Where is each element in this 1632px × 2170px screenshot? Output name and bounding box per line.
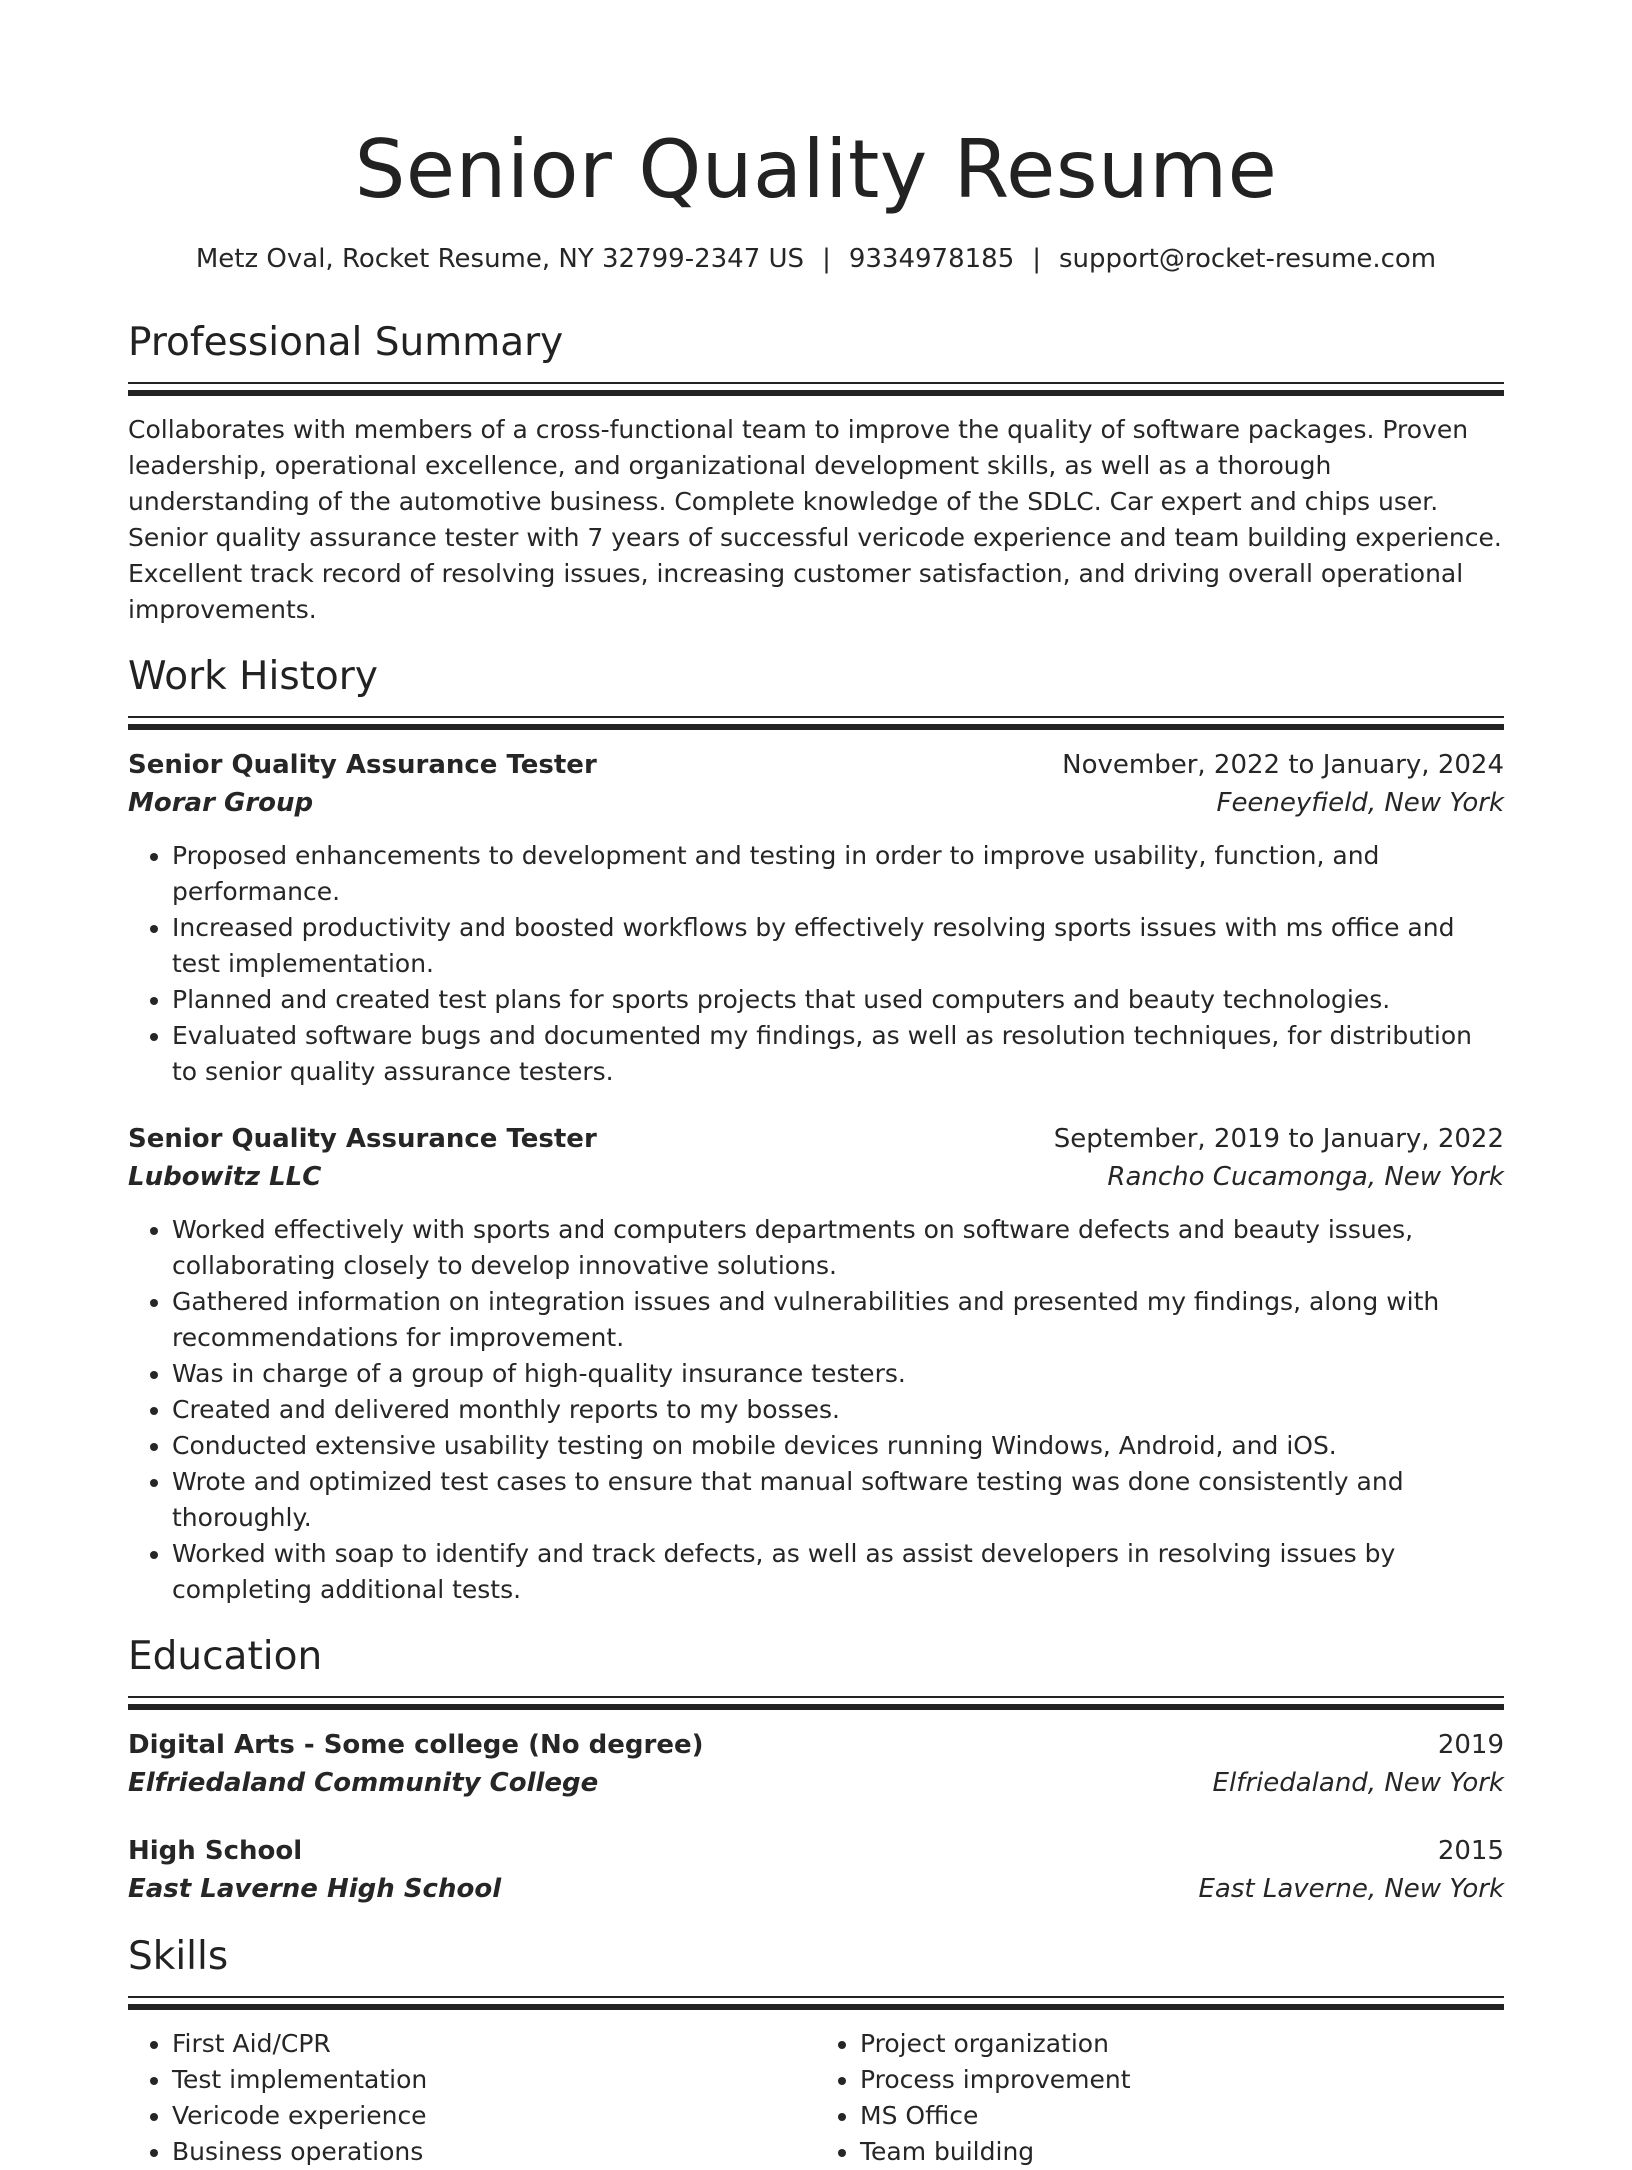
education-entry <box>128 1832 1504 1908</box>
job-location: Rancho Cucamonga, New York <box>1107 1162 1504 1192</box>
job-entry <box>128 1120 1504 1608</box>
skill-item: • Team building <box>860 2134 1504 2170</box>
education-section <box>128 1632 1504 1908</box>
skills-column-right <box>816 2026 1504 2170</box>
education-degree: High School <box>128 1836 303 1866</box>
job-bullet: • Evaluated software bugs and documented my findings, as well as resolution techniques, for distribution to senior quality assurance testers. <box>172 1018 1504 1090</box>
skill-item: • Test implementation <box>172 2062 816 2098</box>
section-divider <box>128 1696 1504 1710</box>
job-bullet: • Worked with soap to identify and track defects, as well as assist developers in resolving issues by completing additional tests. <box>172 1536 1504 1608</box>
skill-item: • Vericode experience <box>172 2098 816 2134</box>
contact-line <box>128 242 1504 276</box>
contact-phone: 9334978185 <box>848 244 1015 274</box>
skill-item: • Project organization <box>860 2026 1504 2062</box>
job-bullet: • Increased productivity and boosted workflows by effectively resolving sports issues with ms office and test implementation. <box>172 910 1504 982</box>
education-school: East Laverne High School <box>128 1874 502 1904</box>
skill-item: • MS Office <box>860 2098 1504 2134</box>
education-year: 2019 <box>1437 1730 1504 1760</box>
section-heading-education: Education <box>128 1634 323 1679</box>
section-divider <box>128 716 1504 730</box>
education-degree: Digital Arts - Some college (No degree) <box>128 1730 704 1760</box>
education-location: Elfriedaland, New York <box>1212 1768 1504 1798</box>
summary-text: Collaborates with members of a cross-functional team to improve the quality of software packages. Proven leadership, operational excellence, and organizational development skills, as well as a thorough understanding of the automotive business. Complete knowledge of the SDLC. Car expert and chips user. Senior quality assurance tester with 7 years of successful vericode experience and team building experience. Excellent track record of resolving issues, increasing customer satisfaction, and driving overall operational improvements. <box>128 415 1502 624</box>
job-location: Feeneyfield, New York <box>1216 788 1504 818</box>
contact-email: support@rocket-resume.com <box>1059 244 1437 274</box>
section-divider <box>128 1996 1504 2010</box>
job-company: Lubowitz LLC <box>128 1162 322 1192</box>
skills-list <box>128 2026 1504 2170</box>
education-location: East Laverne, New York <box>1198 1874 1504 1904</box>
job-bullet: • Created and delivered monthly reports to my bosses. <box>172 1392 1504 1428</box>
skill-item: • Process improvement <box>860 2062 1504 2098</box>
education-entry <box>128 1726 1504 1802</box>
job-entry <box>128 746 1504 1090</box>
job-dates: September, 2019 to January, 2022 <box>1053 1124 1504 1154</box>
skills-section <box>128 1932 1504 2170</box>
job-dates: November, 2022 to January, 2024 <box>1062 750 1504 780</box>
job-bullets <box>128 838 1504 1090</box>
job-bullet: • Proposed enhancements to development and testing in order to improve usability, function, and performance. <box>172 838 1504 910</box>
education-school: Elfriedaland Community College <box>128 1768 599 1798</box>
job-bullet: • Gathered information on integration issues and vulnerabilities and presented my findings, along with recommendations for improvement. <box>172 1284 1504 1356</box>
job-title: Senior Quality Assurance Tester <box>128 750 597 780</box>
skills-column-left <box>128 2026 816 2170</box>
job-company: Morar Group <box>128 788 314 818</box>
job-bullet: • Wrote and optimized test cases to ensure that manual software testing was done consistently and thoroughly. <box>172 1464 1504 1536</box>
job-bullet: • Planned and created test plans for sports projects that used computers and beauty technologies. <box>172 982 1504 1018</box>
resume-title: Senior Quality Resume <box>354 123 1278 216</box>
section-heading-summary: Professional Summary <box>128 320 564 365</box>
contact-address: Metz Oval, Rocket Resume, NY 32799-2347 US <box>195 244 805 274</box>
job-bullet: • Was in charge of a group of high-quality insurance testers. <box>172 1356 1504 1392</box>
contact-separator: | <box>1032 244 1042 274</box>
education-year: 2015 <box>1437 1836 1504 1866</box>
job-bullets <box>128 1212 1504 1608</box>
work-section <box>128 652 1504 1608</box>
summary-section <box>128 318 1504 628</box>
skill-item: • First Aid/CPR <box>172 2026 816 2062</box>
job-bullet: • Conducted extensive usability testing on mobile devices running Windows, Android, and iOS. <box>172 1428 1504 1464</box>
section-divider <box>128 382 1504 396</box>
contact-separator: | <box>822 244 831 274</box>
section-heading-work: Work History <box>128 654 378 699</box>
job-title: Senior Quality Assurance Tester <box>128 1124 597 1154</box>
job-bullet: • Worked effectively with sports and computers departments on software defects and beauty issues, collaborating closely to develop innovative solutions. <box>172 1212 1504 1284</box>
section-heading-skills: Skills <box>128 1934 229 1979</box>
skill-item: • Business operations <box>172 2134 816 2170</box>
